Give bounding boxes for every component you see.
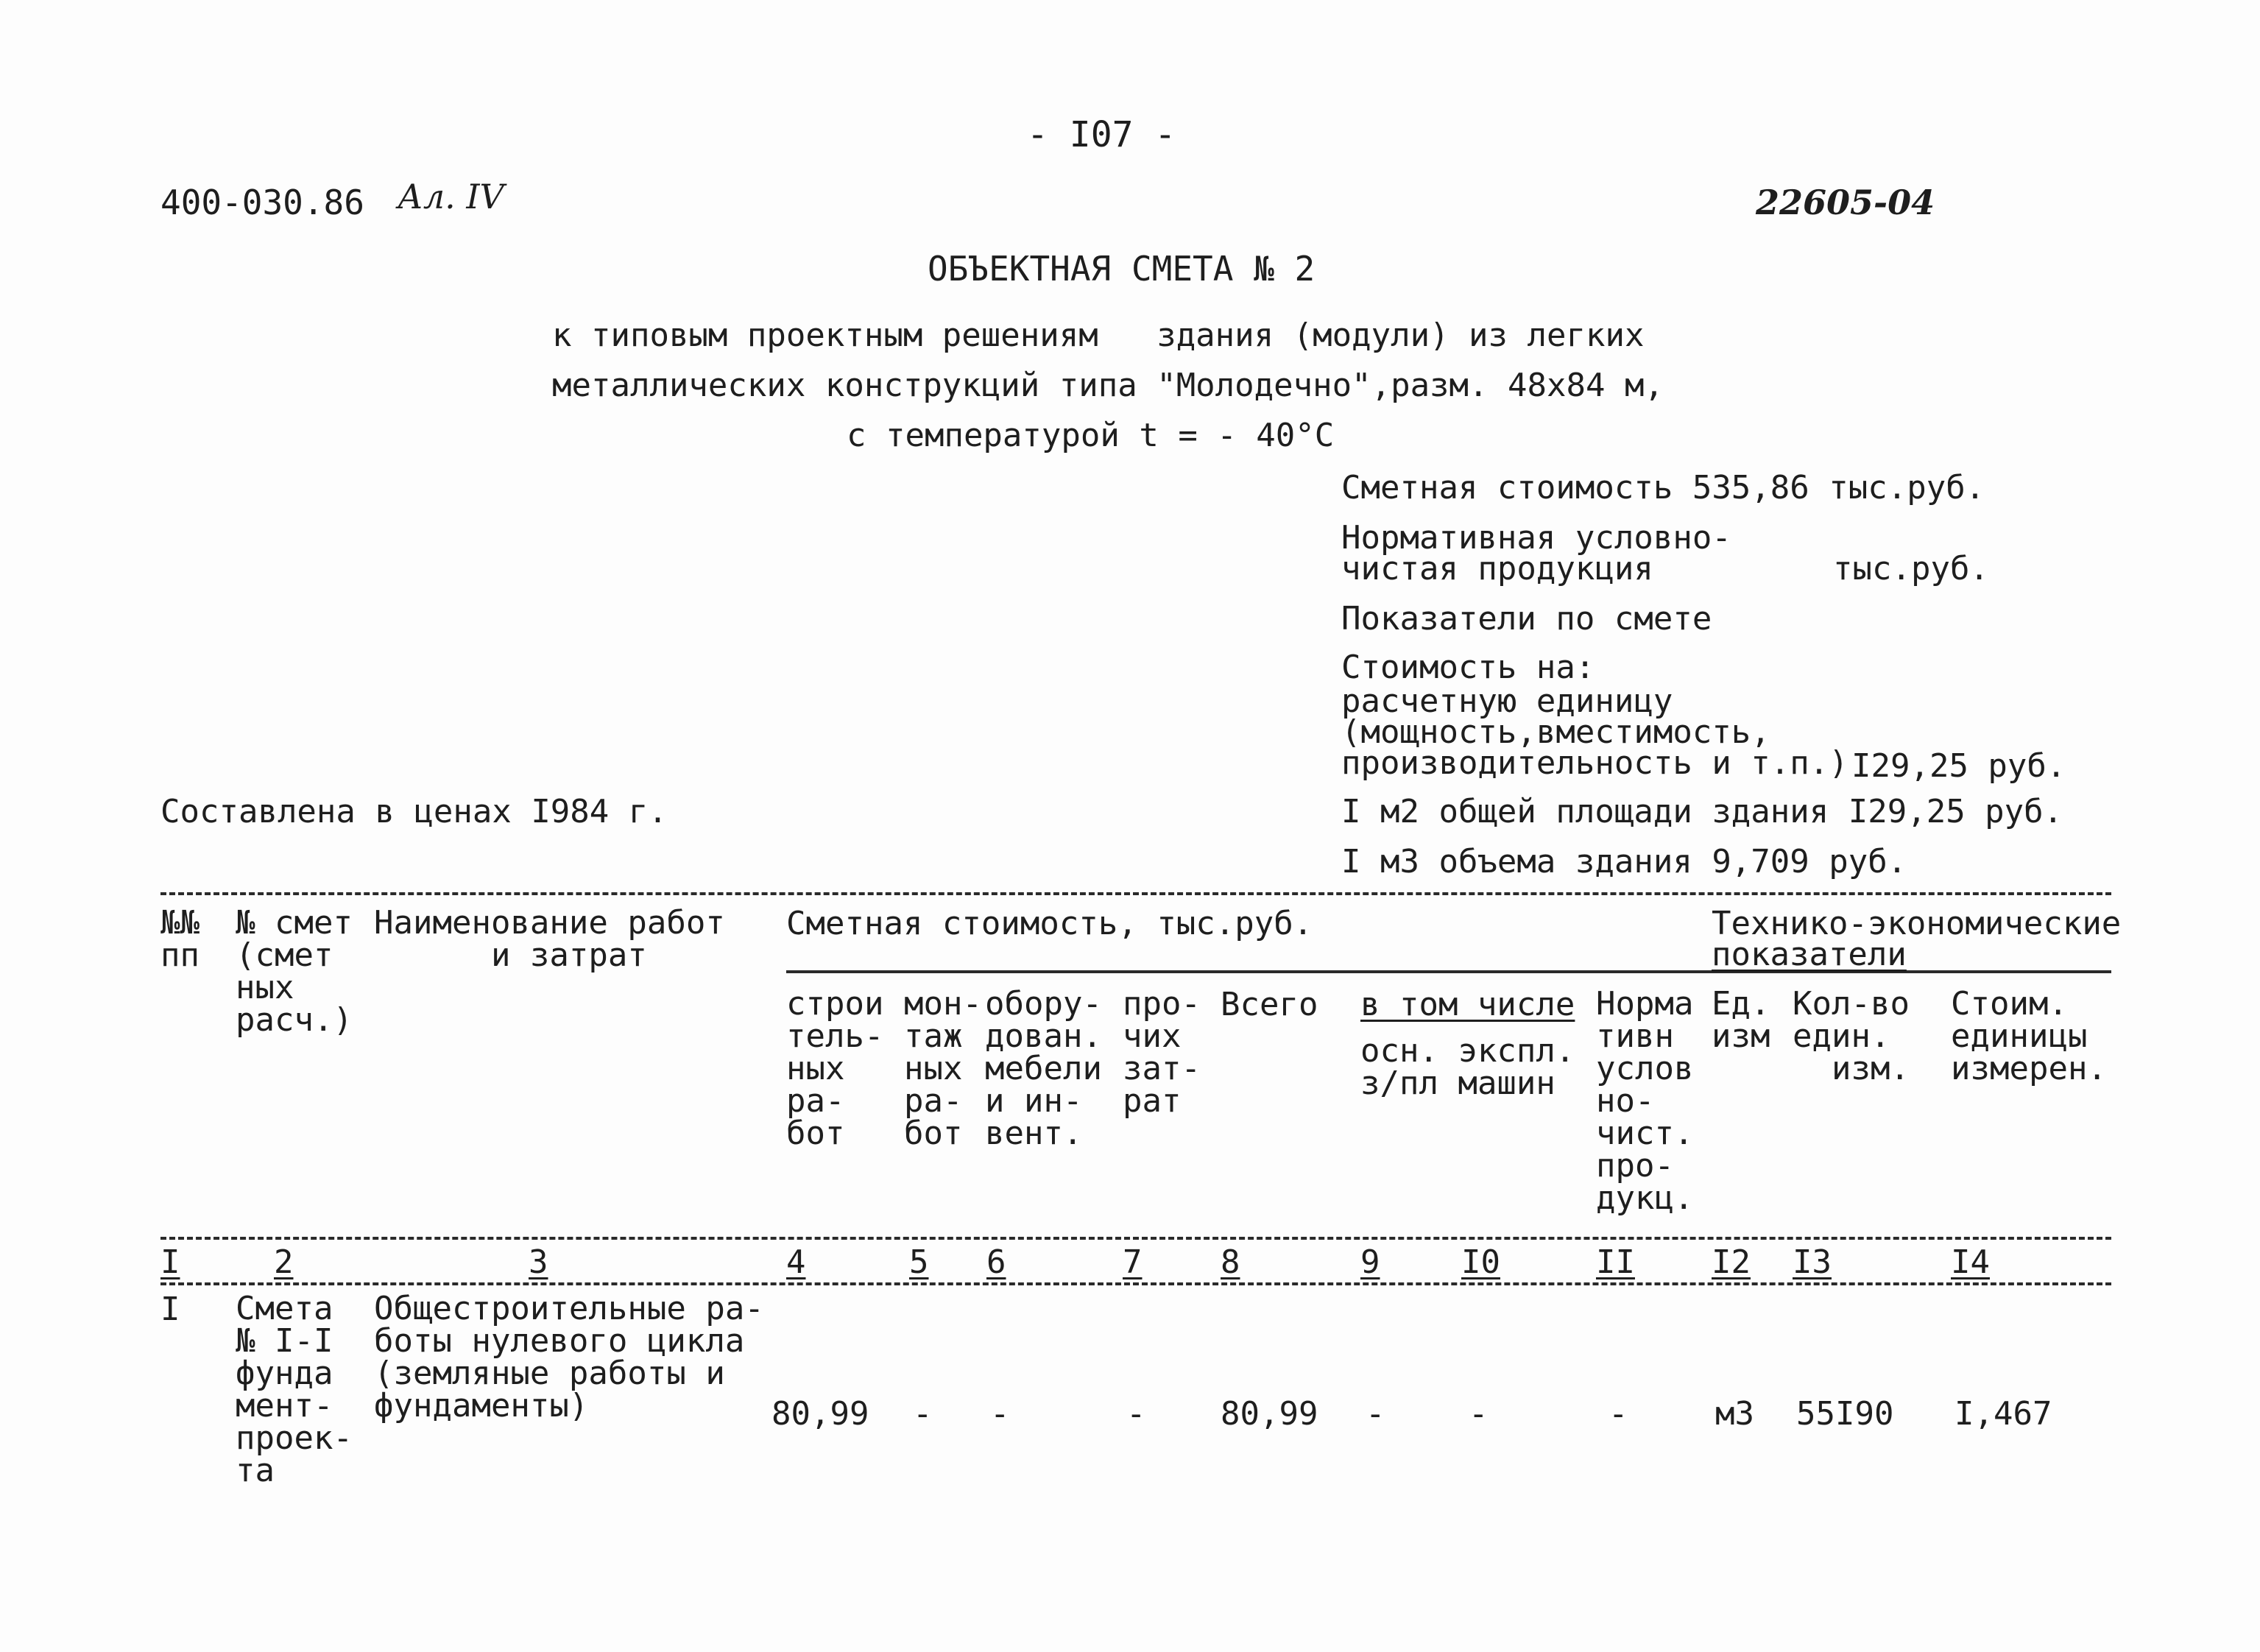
unit-line-3: производительность и т.п.): [1341, 744, 1848, 782]
row-total-cost: 80,99: [1221, 1395, 1318, 1433]
indicators-heading: Показатели по смете: [1341, 600, 1712, 638]
page-number: - I07 -: [1027, 114, 1176, 155]
unit-line-1: расчетную единицу: [1341, 682, 1673, 720]
prices-note: Составлена в ценах I984 г.: [160, 793, 668, 830]
column-number: 3: [529, 1243, 548, 1281]
column-number: 7: [1123, 1243, 1143, 1281]
row-work-name: Общестроительные ра- боты нулевого цикла (земляные работы и фундаменты): [374, 1290, 764, 1425]
subtitle-line-2: металлических конструкций типа "Молодечно",разм. 48х84 м,: [552, 367, 1664, 404]
column-number: 8: [1221, 1243, 1240, 1281]
header-salary-machines: осн. экспл. з/пл машин: [1360, 1032, 1575, 1102]
column-number: I: [160, 1243, 180, 1281]
header-tech-group-1: Технико-экономические: [1712, 905, 2122, 942]
row-equipment-cost: -: [990, 1395, 1010, 1433]
column-number: 6: [986, 1243, 1006, 1281]
unit-value: I29,25 руб.: [1851, 747, 2066, 785]
cost-per-heading: Стоимость на:: [1341, 649, 1595, 686]
row-unit: м3: [1715, 1395, 1754, 1433]
header-unit-cost: Стоим. единицы измерен.: [1951, 985, 2107, 1087]
stamp-number: 22605-04: [1756, 183, 1935, 222]
col-numbers-rule: [160, 1282, 2111, 1285]
normative-line-1: Нормативная условно-: [1341, 519, 1731, 557]
area-cost: I м2 общей площади здания I29,25 руб.: [1341, 793, 2063, 830]
header-work-name: Наименование работ и затрат: [374, 904, 725, 974]
column-number: 5: [909, 1243, 929, 1281]
row-machines: -: [1469, 1395, 1489, 1433]
document-title: ОБЪЕКТНАЯ СМЕТА № 2: [928, 249, 1316, 289]
column-number: II: [1596, 1243, 1635, 1281]
row-installation-cost: -: [913, 1395, 933, 1433]
estimated-cost: Сметная стоимость 535,86 тыс.руб.: [1341, 469, 1985, 506]
column-number: 2: [274, 1243, 294, 1281]
row-other-cost: -: [1126, 1395, 1146, 1433]
row-number: I: [160, 1291, 180, 1328]
header-other-costs: про- чих зат- рат: [1123, 985, 1201, 1120]
unit-line-2: (мощность,вместимость,: [1341, 713, 1770, 751]
subtitle-line-3: с температурой t = - 40°С: [847, 417, 1335, 454]
header-construction-works: строи тель- ных ра- бот: [786, 985, 884, 1152]
row-salary: -: [1366, 1395, 1385, 1433]
header-normative-product: Норма тивн услов но- чист. про- дукц.: [1596, 985, 1694, 1217]
column-number: I2: [1712, 1243, 1751, 1281]
header-including: в том числе: [1360, 986, 1575, 1023]
header-unit: Ед. изм: [1712, 985, 1770, 1055]
header-equipment: обору- дован. мебели и ин- вент.: [985, 985, 1102, 1152]
header-bottom-rule: [160, 1237, 2111, 1240]
row-quantity: 55I90: [1796, 1395, 1894, 1433]
row-unit-cost: I,467: [1954, 1395, 2052, 1433]
header-estimate-number: № смет (смет ных расч.): [236, 904, 353, 1039]
subtitle-line-1: к типовым проектным решениям здания (модули) из легких: [552, 317, 1645, 354]
column-number: I4: [1951, 1243, 1990, 1281]
header-quantity: Кол-во един. изм.: [1793, 985, 1910, 1087]
row-normative-product: -: [1609, 1395, 1628, 1433]
header-cost-group: Сметная стоимость, тыс.руб.: [786, 905, 1313, 942]
column-number: 9: [1360, 1243, 1380, 1281]
row-estimate-ref: Смета № I-I фунда мент- проек- та: [236, 1290, 353, 1489]
normative-line-2: чистая продукция: [1341, 550, 1653, 587]
header-total: Всего: [1221, 986, 1318, 1023]
column-number: I3: [1793, 1243, 1832, 1281]
volume-cost: I м3 объема здания 9,709 руб.: [1341, 843, 1907, 880]
group-header-rule: [786, 970, 2111, 973]
column-number: I0: [1461, 1243, 1500, 1281]
header-tech-group-2: показатели: [1712, 936, 1907, 973]
header-installation-works: мон- таж ных ра- бот: [904, 985, 982, 1152]
document-code: 400-030.86: [160, 183, 364, 222]
column-number: 4: [786, 1243, 806, 1281]
document-mark: Ал. IV: [398, 177, 504, 216]
row-construction-cost: 80,99: [771, 1395, 869, 1433]
header-row-number: №№ пп: [160, 904, 199, 974]
table-top-rule: [160, 892, 2111, 895]
normative-unit: тыс.руб.: [1833, 550, 1989, 587]
